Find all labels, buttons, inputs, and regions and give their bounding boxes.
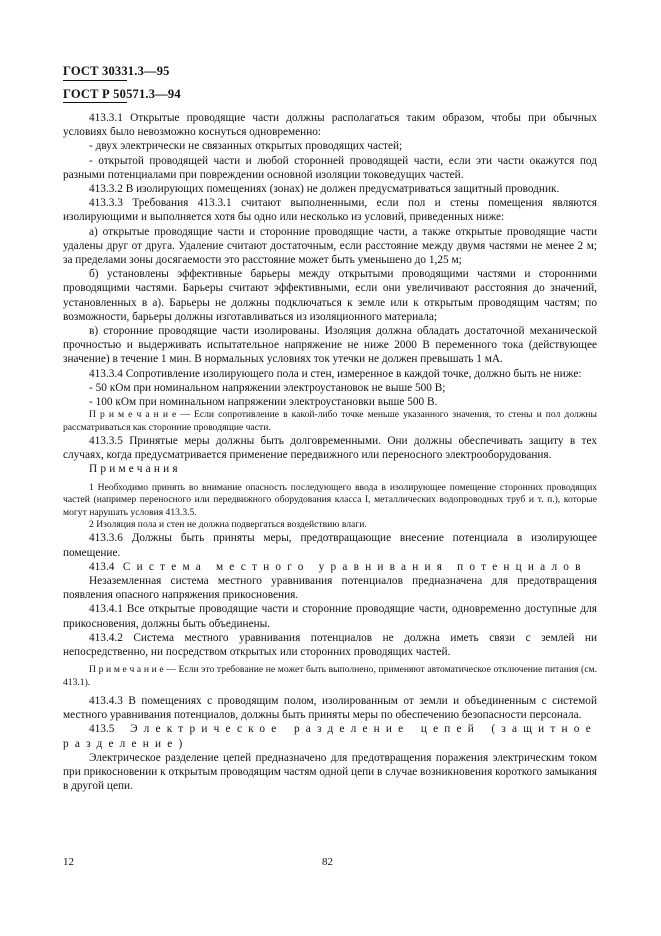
list-item: - двух электрически не связанных открытых проводящих частей; bbox=[89, 140, 403, 153]
paragraph-413-3-5: 413.3.5 Принятые меры должны быть долговременными. Они должны обеспечивать защиту в тех случаях, когда предусматривается применение передвижного или переносного электрооборудования. bbox=[63, 435, 597, 462]
section-title: Электрическое разделение цепей (защитное разделение) bbox=[63, 723, 597, 750]
note-label: П р и м е ч а н и е — bbox=[89, 664, 176, 676]
standard-code-2: ГОСТ Р 50571.3—94 bbox=[63, 87, 181, 101]
note-text: Если это требование не может быть выполнено, применяют автоматическое отключение питания (см. 413.1). bbox=[63, 664, 597, 688]
note-2: 1 Необходимо принять во внимание опасность последующего ввода в изолирующее помещение сторонних проводящих частей (например переносного или передвижного оборудования класса I, металлических водопроводных труб и т. п.), которые могут нарушать условия 413.3.5. bbox=[63, 481, 597, 518]
paragraph: Электрическое разделение цепей предназначено для предотвращения поражения электрическим током при прикосновении к открытым проводящим частям одной цепи в случае возникновения короткого замыкания в другой цепи. bbox=[63, 751, 597, 793]
note-4 bbox=[63, 664, 597, 689]
document-body bbox=[63, 111, 597, 793]
list-item-a: а) открытые проводящие части и сторонние проводящие части, а также открытые проводящие части удалены друг от друга. Удаление считают достаточным, если расстояние между двумя частями не менее 2 м; за пределами зоны досягаемости это расстояние может быть уменьшено до 1,25 м; bbox=[63, 225, 597, 267]
note-3: 2 Изоляция пола и стен не должна подвергаться воздействию влаги. bbox=[89, 518, 367, 530]
list-item-c: в) сторонние проводящие части изолированы. Изоляция должна обладать достаточной механической прочностью и выдерживать испытательное напряжение не ниже 2000 В переменного тока (действующее значение) в течение 1 мин. В нормальных условиях ток утечки не должен превышать 1 мА. bbox=[63, 325, 597, 366]
section-number: 413.4 bbox=[89, 560, 115, 573]
section-heading-413-4 bbox=[63, 560, 597, 574]
section-number: 413.5 bbox=[89, 723, 115, 736]
paragraph-413-4-2: 413.4.2 Система местного уравнивания потенциалов не должна иметь связи с землей ни непосредственно, ни посредством открытых или сторонних проводящих частей. bbox=[63, 631, 597, 658]
page-number-left: 12 bbox=[63, 856, 74, 868]
paragraph-413-4-1: 413.4.1 Все открытые проводящие части и сторонние проводящие части, одновременно доступные для прикосновения, должны быть объединены. bbox=[63, 603, 597, 630]
list-item: - открытой проводящей части и любой сторонней проводящей части, если эти части окажутся под разными потенциалами при повреждении основной изоляции токоведущих частей. bbox=[63, 154, 597, 181]
section-heading-413-5 bbox=[63, 722, 597, 750]
paragraph-413-3-2: 413.3.2 В изолирующих помещениях (зонах) не должен предусматриваться защитный проводник. bbox=[89, 183, 560, 196]
notes-heading: Примечания bbox=[89, 463, 181, 476]
paragraph-413-3-3: 413.3.3 Требования 413.3.1 считают выполненными, если пол и стены помещения являются изолирующими и выполняется хотя бы одно или несколько из условий, приведенных ниже: bbox=[63, 197, 597, 224]
paragraph: Незаземленная система местного уравнивания потенциалов предназначена для предотвращения появления опасного напряжения прикосновения. bbox=[63, 574, 597, 602]
paragraph-413-3-1: 413.3.1 Открытые проводящие части должны располагаться таким образом, чтобы при обычных условиях было невозможно коснуться одновременно: bbox=[63, 112, 597, 139]
standard-code-1: ГОСТ 30331.3—95 bbox=[63, 64, 170, 78]
list-item-b: б) установлены эффективные барьеры между открытыми проводящими частями и сторонними проводящими частями. Барьеры считают эффективными, если они увеличивают расстояния до значений, установленных в а). Барьеры не должны подключаться к земле или к открытым проводящим частям; по возможности, барьеры должны изготавливаться из изоляционного материала; bbox=[63, 268, 597, 323]
list-item: - 50 кОм при номинальном напряжении электроустановок не выше 500 В; bbox=[89, 381, 446, 394]
page-number-center: 82 bbox=[322, 856, 333, 868]
paragraph-413-4-3: 413.4.3 В помещениях с проводящим полом, изолированным от земли и объединенным с системой местного уравнивания потенциалов, должны быть приняты меры по обеспечению безопасности персонала. bbox=[63, 694, 597, 722]
header-rule-1 bbox=[63, 80, 127, 81]
header-rule-2 bbox=[63, 102, 127, 103]
paragraph-413-3-4: 413.3.4 Сопротивление изолирующего пола и стен, измеренное в каждой точке, должно быть не ниже: bbox=[89, 367, 582, 380]
paragraph-413-3-6: 413.3.6 Должны быть приняты меры, предотвращающие внесение потенциала в изолирующее помещение. bbox=[63, 532, 597, 559]
section-title: Система местного уравнивания потенциалов bbox=[122, 560, 587, 573]
note-1 bbox=[63, 409, 597, 434]
note-text: Если сопротивление в какой-либо точке меньше указанного значения, то стены и пол должны рассматриваться как сторонние проводящие части. bbox=[63, 409, 597, 433]
list-item: - 100 кОм при номинальном напряжении электроустановки выше 500 В. bbox=[89, 396, 438, 409]
note-label: П р и м е ч а н и е — bbox=[89, 409, 190, 421]
